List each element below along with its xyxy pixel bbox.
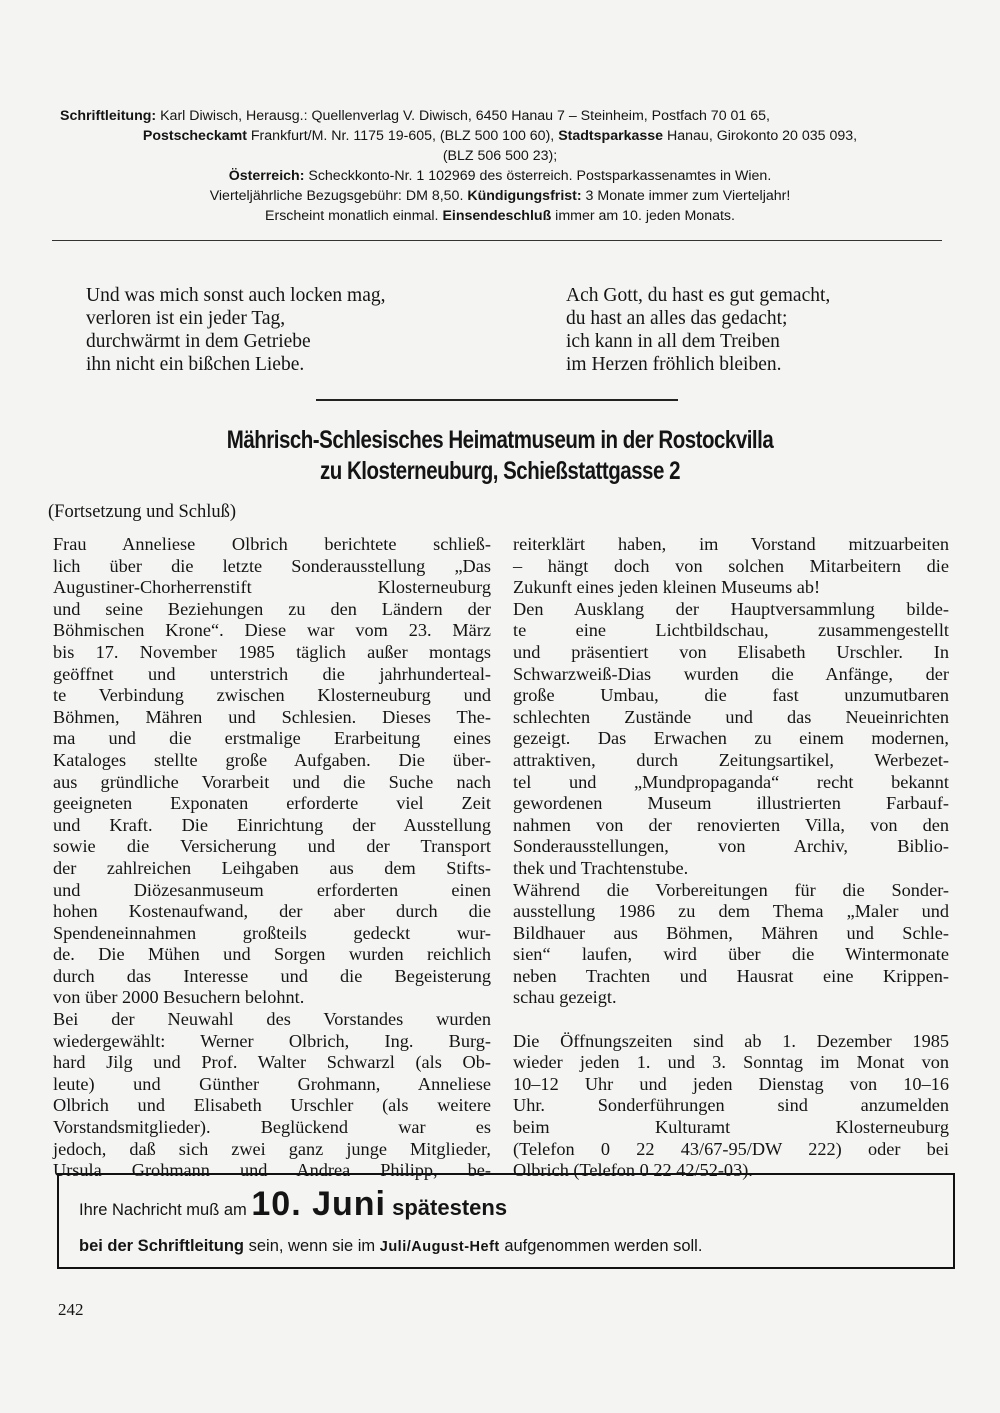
right-column-part-b — [513, 1031, 949, 1182]
masthead-segment: Stadtsparkasse — [558, 128, 664, 144]
notice-prefix: Ihre Nachricht muß am — [79, 1201, 252, 1219]
article-line: hohen Kostenaufwand, der aber durch die — [53, 901, 491, 922]
poem-line: verloren ist ein jeder Tag, — [86, 308, 286, 329]
right-column-part-a — [513, 534, 949, 1009]
masthead-segment: Kündigungsfrist: — [467, 188, 582, 204]
article-line: und Diözesanmuseum erforderten einen — [53, 879, 491, 900]
article-title — [139, 425, 861, 487]
article-line: Schwarzweiß-Dias wurden die Anfänge, der — [513, 663, 949, 684]
article-line: thek und Trachtenstube. — [513, 857, 689, 878]
masthead-divider — [52, 240, 942, 241]
article-line: Böhmischen Krone“. Diese war vom 23. März — [53, 620, 491, 641]
masthead-line-2 — [60, 126, 940, 146]
article-line: Ursula Grohmann und Andrea Philipp, be- — [53, 1160, 491, 1181]
article-right-column — [513, 534, 949, 1182]
article-line: Den Ausklang der Hauptversammlung bilde- — [513, 598, 949, 619]
article-line: geeigneten Exponaten erforderte viel Zeit — [53, 793, 491, 814]
article-line: (Telefon 0 22 43/67-95/DW 222) oder bei — [513, 1138, 949, 1159]
article-line: sien“ laufen, wird über die Wintermonate — [513, 944, 949, 965]
article-line: ma und die erstmalige Erarbeitung eines — [53, 728, 491, 749]
article-line: und seine Beziehungen zu den Ländern der — [53, 598, 491, 619]
article-line: Böhmen, Mähren und Schlesien. Dieses The- — [53, 706, 491, 727]
poem-line: Und was mich sonst auch locken mag, — [86, 285, 386, 306]
poem-line: durchwärmt in dem Getriebe — [86, 331, 311, 352]
poem-line: du hast an alles das gedacht; — [566, 308, 788, 329]
article-line: attraktiven, durch Zeitungsartikel, Werbezet- — [513, 749, 949, 770]
notice-end: aufgenommen werden soll. — [499, 1237, 703, 1255]
masthead-segment: immer am 10. jeden Monats. — [551, 208, 735, 224]
masthead-segment: (BLZ 506 500 23); — [442, 148, 558, 164]
article-line: reiterklärt haben, im Vorstand mitzuarbeiten — [513, 534, 949, 554]
article-line: von über 2000 Besuchern belohnt. — [53, 987, 305, 1008]
article-line: große Umbau, die fast unzumutbaren — [513, 685, 949, 706]
article-line: bis 17. November 1985 täglich außer montags — [53, 641, 491, 662]
notice-issue: Juli/August-Heft — [379, 1239, 500, 1255]
masthead-line-6 — [60, 206, 940, 226]
article-line: – hängt doch von solchen Mitarbeitern die — [513, 555, 949, 576]
article-line: 10–12 Uhr und jeden Dienstag von 10–16 — [513, 1073, 949, 1094]
article-line: de. Die Mühen und Sorgen wurden reichlich — [53, 944, 491, 965]
article-line: Bei der Neuwahl des Vorstandes wurden — [53, 1009, 491, 1030]
article-subtitle: (Fortsetzung und Schluß) — [48, 502, 237, 522]
article-line: lich über die letzte Sonderausstellung „Das — [53, 555, 491, 576]
masthead-line-5 — [60, 186, 940, 206]
article-line: hard Jilg und Prof. Walter Schwarzl (als Ob- — [53, 1052, 491, 1073]
article-line: Olbrich und Elisabeth Urschler (als weitere — [53, 1095, 491, 1116]
article-line: Uhr. Sonderführungen sind anzumelden — [513, 1095, 949, 1116]
article-line: Kataloges stellte große Aufgaben. Die über- — [53, 749, 491, 770]
article-line: der zahlreichen Leihgaben aus dem Stifts- — [53, 857, 491, 878]
article-title-line-1: Mährisch-Schlesisches Heimatmuseum in der Rostockvilla — [226, 426, 774, 454]
notice-date: 10. Juni — [251, 1185, 386, 1223]
masthead-segment: Österreich: — [228, 168, 305, 184]
masthead — [60, 106, 940, 226]
article-title-line-2: zu Klosterneuburg, Schießstattgasse 2 — [319, 457, 681, 485]
masthead-segment: Erscheint monatlich einmal. — [265, 208, 443, 224]
submission-deadline-notice — [57, 1173, 955, 1269]
masthead-segment: Postscheckamt — [142, 128, 247, 144]
notice-line-2 — [79, 1237, 702, 1256]
poem-line: ich kann in all dem Treiben — [566, 331, 780, 352]
article-line: und präsentiert von Elisabeth Urschler. In — [513, 641, 949, 662]
article-line: leute) und Günther Grohmann, Anneliese — [53, 1073, 491, 1094]
notice-line-1 — [79, 1185, 507, 1224]
masthead-line-1 — [60, 106, 940, 126]
article-line: tel und „Mundpropaganda“ recht bekannt — [513, 771, 949, 792]
article-line: ausstellung 1986 zu dem Thema „Maler und — [513, 901, 949, 922]
notice-deadline: spätestens — [386, 1195, 508, 1220]
notice-middle: sein, wenn sie im — [244, 1237, 380, 1255]
article-line: gezeigt. Das Erwachen zu einem modernen, — [513, 728, 949, 749]
article-line: geöffnet und unterstrich die jahrhunderteal- — [53, 663, 491, 684]
article-line: schlechten Zustände und das Neueinrichten — [513, 706, 949, 727]
poem-line: Ach Gott, du hast es gut gemacht, — [566, 285, 831, 306]
article-line: neben Trachten und Hausrat eine Krippen- — [513, 965, 949, 986]
article-line: wiedergewählt: Werner Olbrich, Ing. Burg- — [53, 1030, 491, 1051]
article-line: nahmen von der renovierten Villa, von den — [513, 814, 949, 835]
article-left-column — [53, 534, 491, 1182]
article-line: schau gezeigt. — [513, 987, 617, 1008]
article-line: und Kraft. Die Einrichtung der Ausstellung — [53, 814, 491, 835]
article-line: Spendeneinnahmen großteils gedeckt wur- — [53, 922, 491, 943]
article-line: Bildhauer aus Böhmen, Mähren und Schle- — [513, 922, 949, 943]
article-line: durch das Interesse und die Begeisterung — [53, 965, 491, 986]
article-line: Während die Vorbereitungen für die Sonder- — [513, 879, 949, 900]
masthead-segment: Vierteljährliche Bezugsgebühr: DM 8,50. — [209, 188, 468, 204]
article-line: Zukunft eines jeden kleinen Museums ab! — [513, 577, 821, 598]
poem-line: ihn nicht ein bißchen Liebe. — [86, 354, 305, 375]
article-line: Augustiner-Chorherrenstift Klosterneuburg — [53, 577, 491, 598]
article-line: te eine Lichtbildschau, zusammengestellt — [513, 620, 949, 641]
poem-line: im Herzen fröhlich bleiben. — [566, 354, 782, 375]
masthead-segment: Hanau, Girokonto 20 035 093, — [663, 128, 858, 144]
article-line: jedoch, daß sich zwei ganz junge Mitglieder, — [53, 1138, 491, 1159]
paragraph-gap — [513, 1009, 949, 1031]
article-line: Die Öffnungszeiten sind ab 1. Dezember 1985 — [513, 1030, 949, 1051]
poem-left-stanza — [86, 284, 385, 376]
article-line: beim Kulturamt Klosterneuburg — [513, 1117, 949, 1138]
masthead-segment: Scheckkonto-Nr. 1 102969 des österreich. Postsparkassenamtes in Wien. — [304, 168, 772, 184]
masthead-line-3 — [60, 146, 940, 166]
page-number: 242 — [58, 1300, 84, 1319]
article-line: Sonderausstellungen, von Archiv, Biblio- — [513, 836, 949, 857]
article-line: Vorstandsmitglieder). Beglückend war es — [53, 1117, 491, 1138]
article-line: te Verbindung zwischen Klosterneuburg und — [53, 685, 491, 706]
article-line: Frau Anneliese Olbrich berichtete schließ- — [53, 534, 491, 554]
section-divider — [316, 399, 678, 401]
article-line: Olbrich (Telefon 0 22 42/52-03). — [513, 1160, 753, 1181]
article-line: sowie die Versicherung und der Transport — [53, 836, 491, 857]
notice-recipient: bei der Schriftleitung — [79, 1237, 245, 1255]
masthead-segment: 3 Monate immer zum Vierteljahr! — [581, 188, 791, 204]
masthead-line-4 — [60, 166, 940, 186]
masthead-segment: Karl Diwisch, Herausg.: Quellenverlag V. Diwisch, 6450 Hanau 7 – Steinheim, Postfach 70 01 65, — [156, 108, 770, 124]
article-line: aus gründliche Vorarbeit und die Suche nach — [53, 771, 491, 792]
masthead-segment: Frankfurt/M. Nr. 1175 19-605, (BLZ 500 100 60), — [246, 128, 559, 144]
article-line: gewordenen Museum illustrierten Farbauf- — [513, 793, 949, 814]
masthead-segment: Einsendeschluß — [442, 208, 552, 224]
article-line: wieder jeden 1. und 3. Sonntag im Monat von — [513, 1052, 949, 1073]
masthead-segment: Schriftleitung: — [60, 108, 157, 124]
poem-right-stanza — [566, 284, 830, 376]
